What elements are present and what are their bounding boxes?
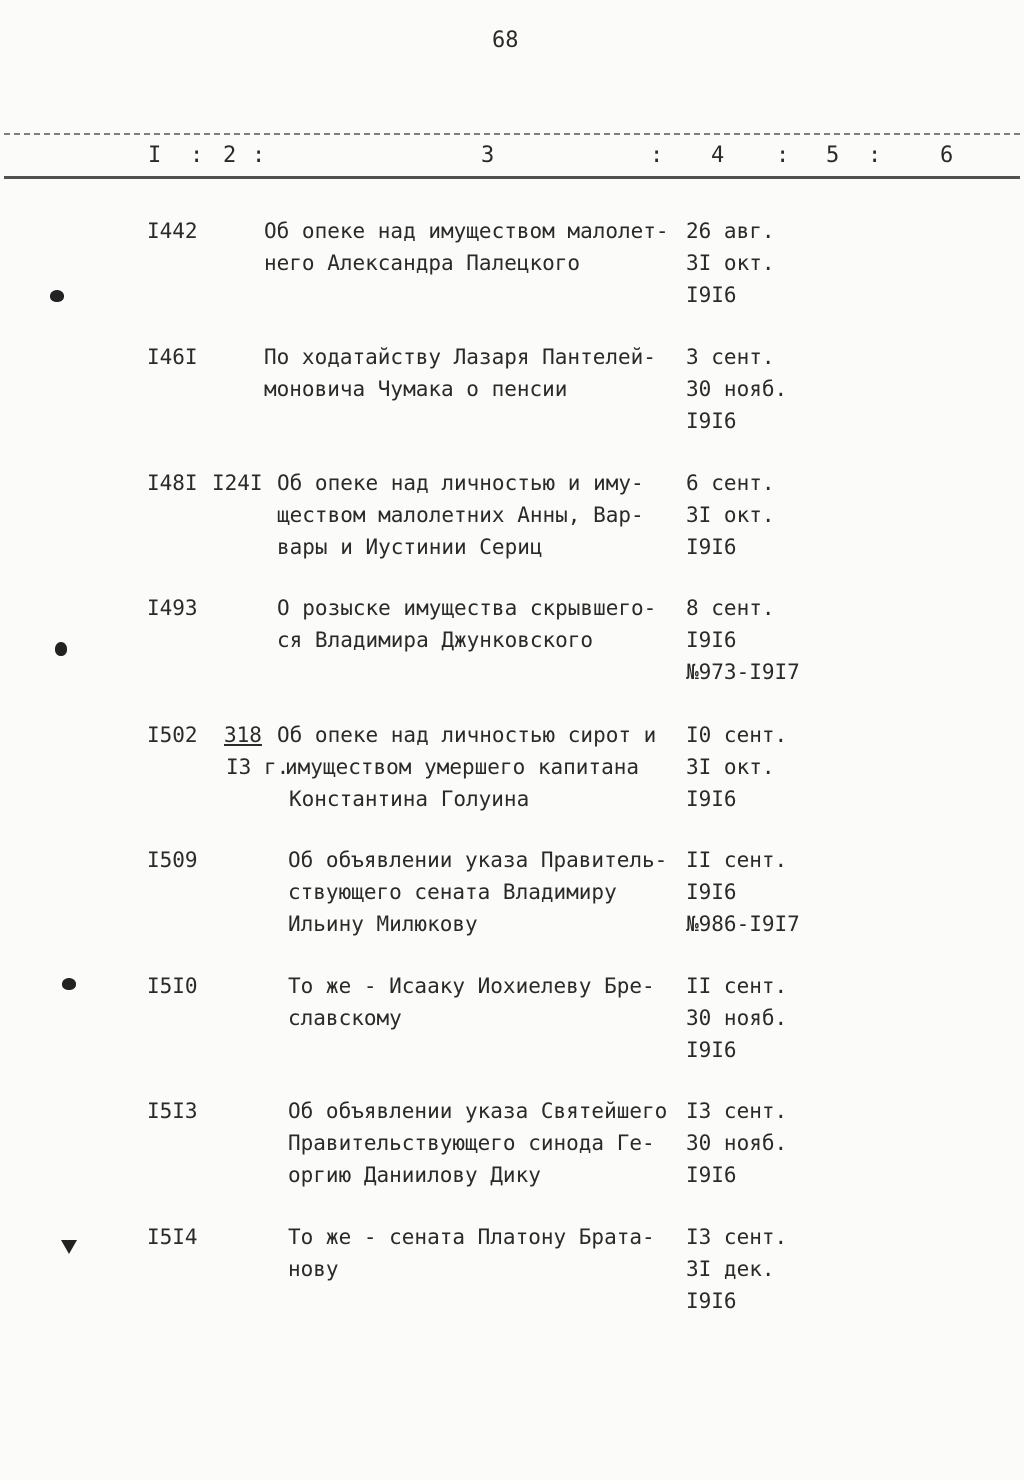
case-dates (686, 970, 787, 1066)
date-start: II сент. (686, 974, 788, 998)
title-line: Ильину Милюкову (288, 912, 478, 936)
column-separator: : (868, 143, 882, 168)
date-end: 30 нояб. (686, 1131, 788, 1155)
case-title (277, 592, 656, 656)
title-line: ществом малолетних Анны, Вар- (277, 503, 644, 527)
case-title (264, 341, 656, 405)
title-line: О розыске имущества скрывшего- (277, 596, 657, 620)
title-line: Об опеке над личностью сирот и (277, 723, 657, 747)
title-line: славскому (288, 1006, 402, 1030)
date-year: I9I6 (686, 628, 737, 652)
header-rule-top (4, 133, 1020, 135)
binding-mark (50, 290, 64, 302)
case-dates (686, 341, 787, 437)
column-header-1: I (148, 143, 162, 168)
date-start: 26 авг. (686, 219, 775, 243)
case-dates (686, 1095, 787, 1191)
title-line: оргию Даниилову Дику (288, 1163, 541, 1187)
case-number: I48I (147, 471, 198, 495)
case-dates (686, 1221, 787, 1317)
title-line: нову (288, 1257, 339, 1281)
case-title (277, 719, 656, 815)
column-header-3: 3 (481, 143, 495, 168)
case-continuation: №973-I9I7 (686, 660, 800, 684)
header-rule-bottom (4, 176, 1020, 179)
reference-top: I24I (212, 471, 263, 495)
case-dates (686, 467, 775, 563)
column-header-4: 4 (711, 143, 725, 168)
page-number: 68 (492, 28, 519, 53)
case-reference (212, 467, 263, 499)
case-number: I493 (147, 596, 198, 620)
title-line: моновича Чумака о пенсии (264, 377, 568, 401)
binding-mark (55, 642, 67, 656)
date-year: I9I6 (686, 1289, 737, 1313)
date-start: I3 сент. (686, 1099, 788, 1123)
case-number: I442 (147, 219, 198, 243)
title-line: вары и Иустинии Сериц (277, 535, 543, 559)
case-dates (686, 844, 800, 940)
case-number: I509 (147, 848, 198, 872)
case-number: I5I3 (147, 1099, 198, 1123)
date-end: 30 нояб. (686, 1006, 788, 1030)
title-line: него Александра Палецкого (264, 251, 581, 275)
case-number: I502 (147, 723, 198, 747)
title-line: Константина Голуина (289, 787, 530, 811)
date-start: 6 сент. (686, 471, 775, 495)
column-header-2: 2 (223, 143, 237, 168)
column-separator: : (776, 143, 790, 168)
title-line: имуществом умершего капитана (285, 755, 640, 779)
case-number: I5I4 (147, 1225, 198, 1249)
title-line: То же - Исааку Иохиелеву Бре- (288, 974, 655, 998)
binding-mark (61, 1240, 77, 1254)
date-year: I9I6 (686, 283, 737, 307)
date-year: I9I6 (686, 1038, 737, 1062)
date-end: 3I окт. (686, 503, 775, 527)
title-line: ся Владимира Джунковского (277, 628, 594, 652)
column-header-5: 5 (826, 143, 840, 168)
column-separator: : (190, 143, 204, 168)
title-line: Об объявлении указа Святейшего (288, 1099, 668, 1123)
case-title (277, 467, 644, 563)
date-end: 3I окт. (686, 755, 775, 779)
date-year: I9I6 (686, 880, 737, 904)
column-separator: : (252, 143, 266, 168)
column-header-6: 6 (940, 143, 954, 168)
case-title (288, 844, 667, 940)
date-year: I9I6 (686, 1163, 737, 1187)
date-start: I0 сент. (686, 723, 788, 747)
date-year: I9I6 (686, 787, 737, 811)
date-start: I3 сент. (686, 1225, 788, 1249)
case-title (288, 1221, 655, 1285)
case-title (288, 1095, 667, 1191)
case-title (288, 970, 655, 1034)
binding-mark (62, 978, 76, 990)
date-start: 8 сент. (686, 596, 775, 620)
title-line: ствующего сената Владимиру (288, 880, 617, 904)
case-number: I5I0 (147, 974, 198, 998)
title-line: Об опеке над имуществом малолет- (264, 219, 669, 243)
title-line: То же - сената Платону Брата- (288, 1225, 655, 1249)
case-title (264, 215, 669, 279)
case-dates (686, 215, 775, 311)
reference-top: 318 (224, 723, 262, 747)
case-dates (686, 592, 800, 688)
date-start: 3 сент. (686, 345, 775, 369)
date-end: 30 нояб. (686, 377, 788, 401)
date-end: 3I окт. (686, 251, 775, 275)
date-year: I9I6 (686, 535, 737, 559)
date-start: II сент. (686, 848, 788, 872)
title-line: Правительствующего синода Ге- (288, 1131, 655, 1155)
case-continuation: №986-I9I7 (686, 912, 800, 936)
case-dates (686, 719, 787, 815)
title-line: По ходатайству Лазаря Пантелей- (264, 345, 656, 369)
reference-bottom: I3 г. (226, 755, 290, 779)
column-separator: : (650, 143, 664, 168)
title-line: Об объявлении указа Правитель- (288, 848, 668, 872)
title-line: Об опеке над личностью и иму- (277, 471, 644, 495)
date-year: I9I6 (686, 409, 737, 433)
date-end: 3I дек. (686, 1257, 775, 1281)
case-number: I46I (147, 345, 198, 369)
